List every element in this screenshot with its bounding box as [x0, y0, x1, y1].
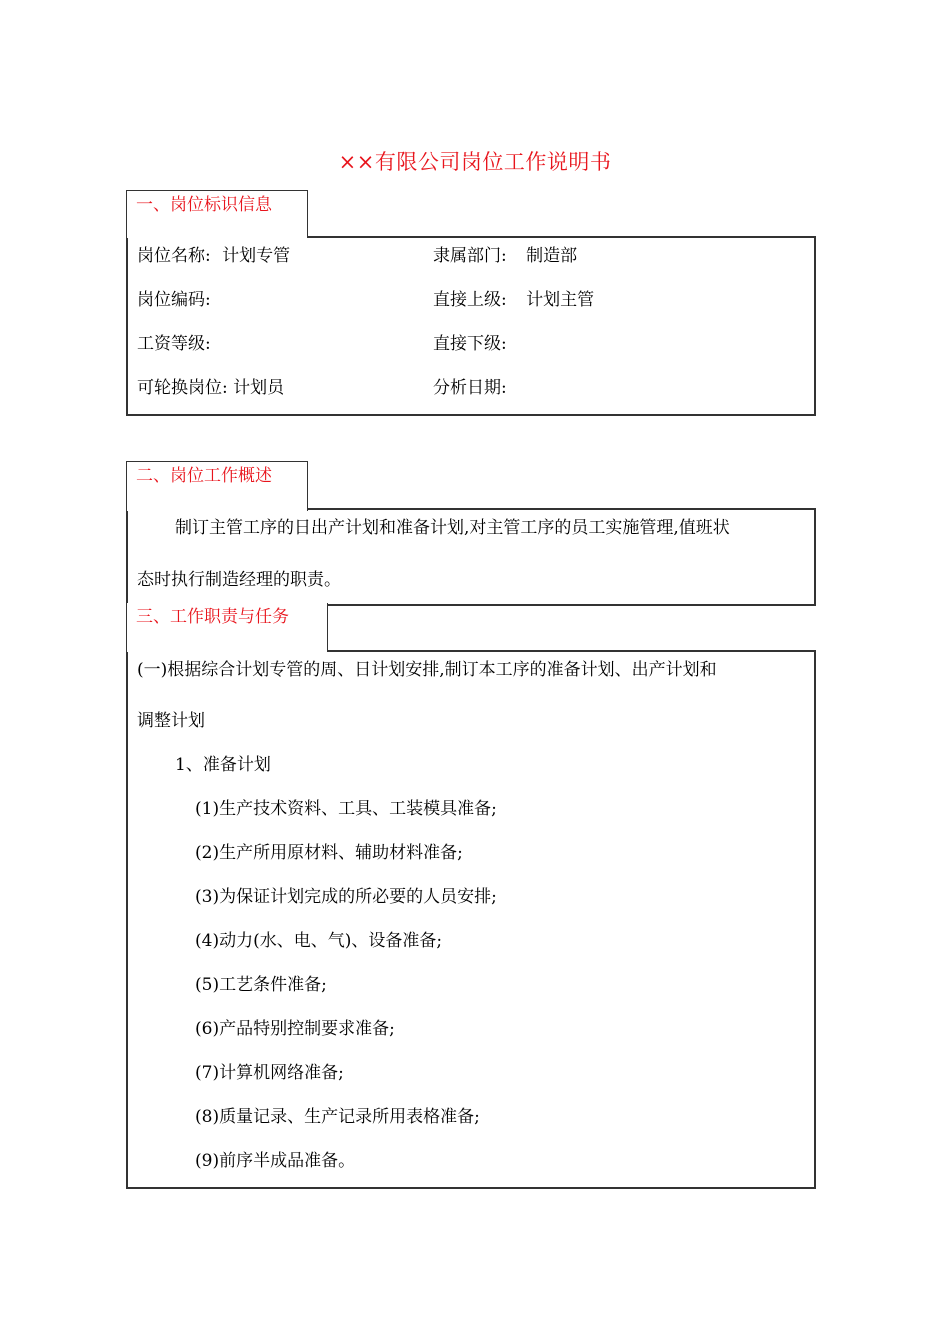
list-item: (4)动力(水、电、气)、设备准备; — [195, 931, 443, 951]
direct-superior-label: 直接上级: — [433, 290, 507, 310]
list-item: (1)生产技术资料、工具、工装模具准备; — [195, 799, 497, 819]
rotation-position-value: 计划员 — [233, 378, 285, 398]
list-item: (7)计算机网络准备; — [195, 1063, 344, 1083]
section-box-identification — [126, 236, 816, 416]
section-heading-label: 一、岗位标识信息 — [136, 195, 272, 215]
sub-heading: 1、准备计划 — [175, 755, 271, 775]
position-name-label: 岗位名称: — [137, 246, 211, 266]
list-item: (5)工艺条件准备; — [195, 975, 327, 995]
list-item: (2)生产所用原材料、辅助材料准备; — [195, 843, 463, 863]
section-heading-label: 三、工作职责与任务 — [136, 607, 289, 627]
list-item: (3)为保证计划完成的所必要的人员安排; — [195, 887, 497, 907]
section-heading-identification — [126, 190, 308, 238]
overview-line: 态时执行制造经理的职责。 — [137, 570, 341, 590]
document-title: ××有限公司岗位工作说明书 — [338, 150, 612, 174]
duty-item-line: (一)根据综合计划专管的周、日计划安排,制订本工序的准备计划、出产计划和 — [137, 660, 717, 680]
direct-subordinate-label: 直接下级: — [433, 334, 507, 354]
salary-grade-label: 工资等级: — [137, 334, 211, 354]
section-heading-label: 二、岗位工作概述 — [136, 466, 272, 486]
section-heading-duties — [126, 603, 328, 652]
overview-line: 制订主管工序的日出产计划和准备计划,对主管工序的员工实施管理,值班状 — [175, 518, 730, 538]
duty-item-line: 调整计划 — [137, 711, 205, 731]
department-value: 制造部 — [526, 246, 578, 266]
analysis-date-label: 分析日期: — [433, 378, 507, 398]
department-label: 隶属部门: — [433, 246, 507, 266]
section-heading-overview — [126, 461, 308, 511]
list-item: (8)质量记录、生产记录所用表格准备; — [195, 1107, 480, 1127]
list-item: (6)产品特别控制要求准备; — [195, 1019, 395, 1039]
direct-superior-value: 计划主管 — [526, 290, 595, 310]
list-item: (9)前序半成品准备。 — [195, 1151, 356, 1171]
section-box-overview — [126, 508, 816, 606]
rotation-position-label: 可轮换岗位: — [137, 378, 228, 398]
section-box-duties — [126, 650, 816, 1189]
position-code-label: 岗位编码: — [137, 290, 211, 310]
position-name-value: 计划专管 — [222, 246, 291, 266]
